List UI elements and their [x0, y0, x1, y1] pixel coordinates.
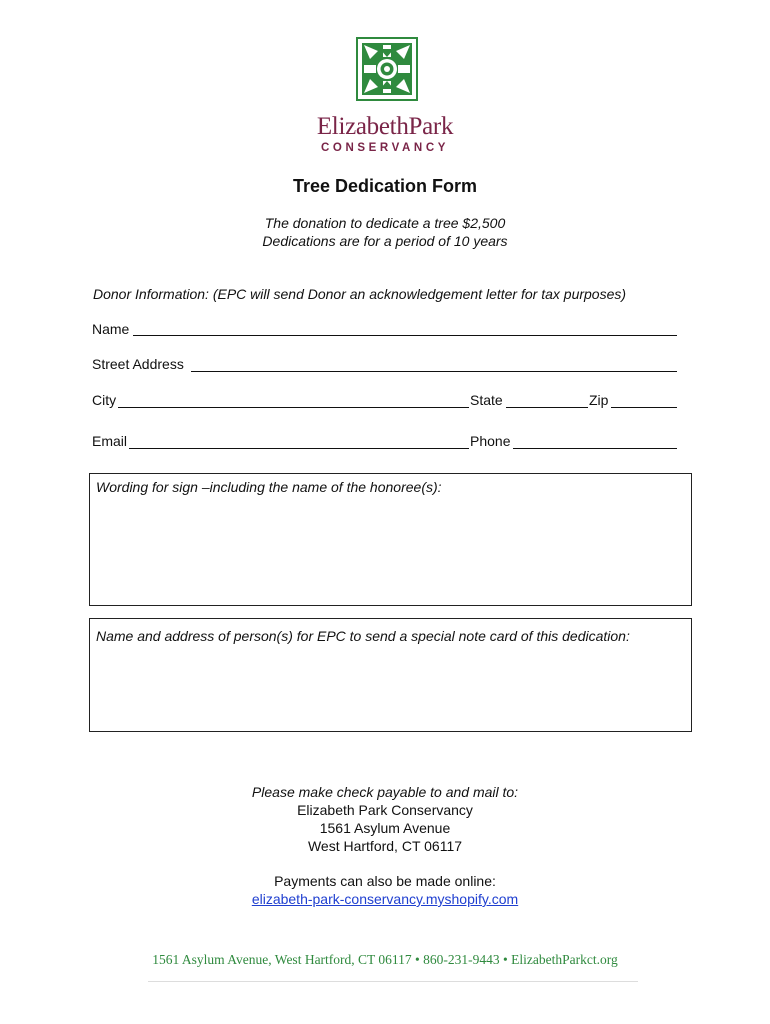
note-card-label: Name and address of person(s) for EPC to send a special note card of this dedication:	[96, 628, 630, 644]
logo-name: ElizabethPark	[316, 113, 454, 140]
mail-org: Elizabeth Park Conservancy	[297, 802, 473, 818]
email-field[interactable]	[129, 448, 469, 449]
mail-street: 1561 Asylum Avenue	[319, 820, 451, 836]
phone-field[interactable]	[513, 448, 677, 449]
zip-label: Zip	[589, 392, 609, 408]
sign-wording-label: Wording for sign –including the name of the honoree(s):	[96, 479, 442, 495]
donation-amount-text: The donation to dedicate a tree $2,500	[264, 215, 506, 231]
page-title: Tree Dedication Form	[292, 176, 478, 196]
street-address-field[interactable]	[191, 371, 677, 372]
footer-contact: 1561 Asylum Avenue, West Hartford, CT 06117 • 860-231-9443 • ElizabethParkct.org	[152, 952, 618, 967]
state-label: State	[470, 392, 503, 408]
online-payment-link[interactable]: elizabeth-park-conservancy.myshopify.com	[251, 891, 519, 907]
state-field[interactable]	[506, 407, 588, 408]
name-field[interactable]	[133, 335, 677, 336]
donor-info-heading: Donor Information: (EPC will send Donor an acknowledgement letter for tax purposes)	[93, 286, 627, 302]
dedication-period-text: Dedications are for a period of 10 years	[262, 233, 508, 249]
street-address-label: Street Address	[92, 356, 184, 372]
phone-label: Phone	[470, 433, 511, 449]
logo-subtitle: CONSERVANCY	[321, 142, 449, 154]
email-label: Email	[92, 433, 128, 449]
online-payment-label: Payments can also be made online:	[274, 873, 496, 889]
footer-divider	[148, 981, 638, 982]
name-label: Name	[92, 321, 130, 337]
sign-wording-box[interactable]	[89, 473, 692, 606]
mail-city: West Hartford, CT 06117	[307, 838, 463, 854]
note-card-recipient-box[interactable]	[89, 618, 692, 732]
conservancy-logo-icon	[356, 37, 418, 101]
mail-heading: Please make check payable to and mail to:	[251, 784, 519, 800]
city-field[interactable]	[118, 407, 469, 408]
zip-field[interactable]	[611, 407, 677, 408]
city-label: City	[92, 392, 117, 408]
